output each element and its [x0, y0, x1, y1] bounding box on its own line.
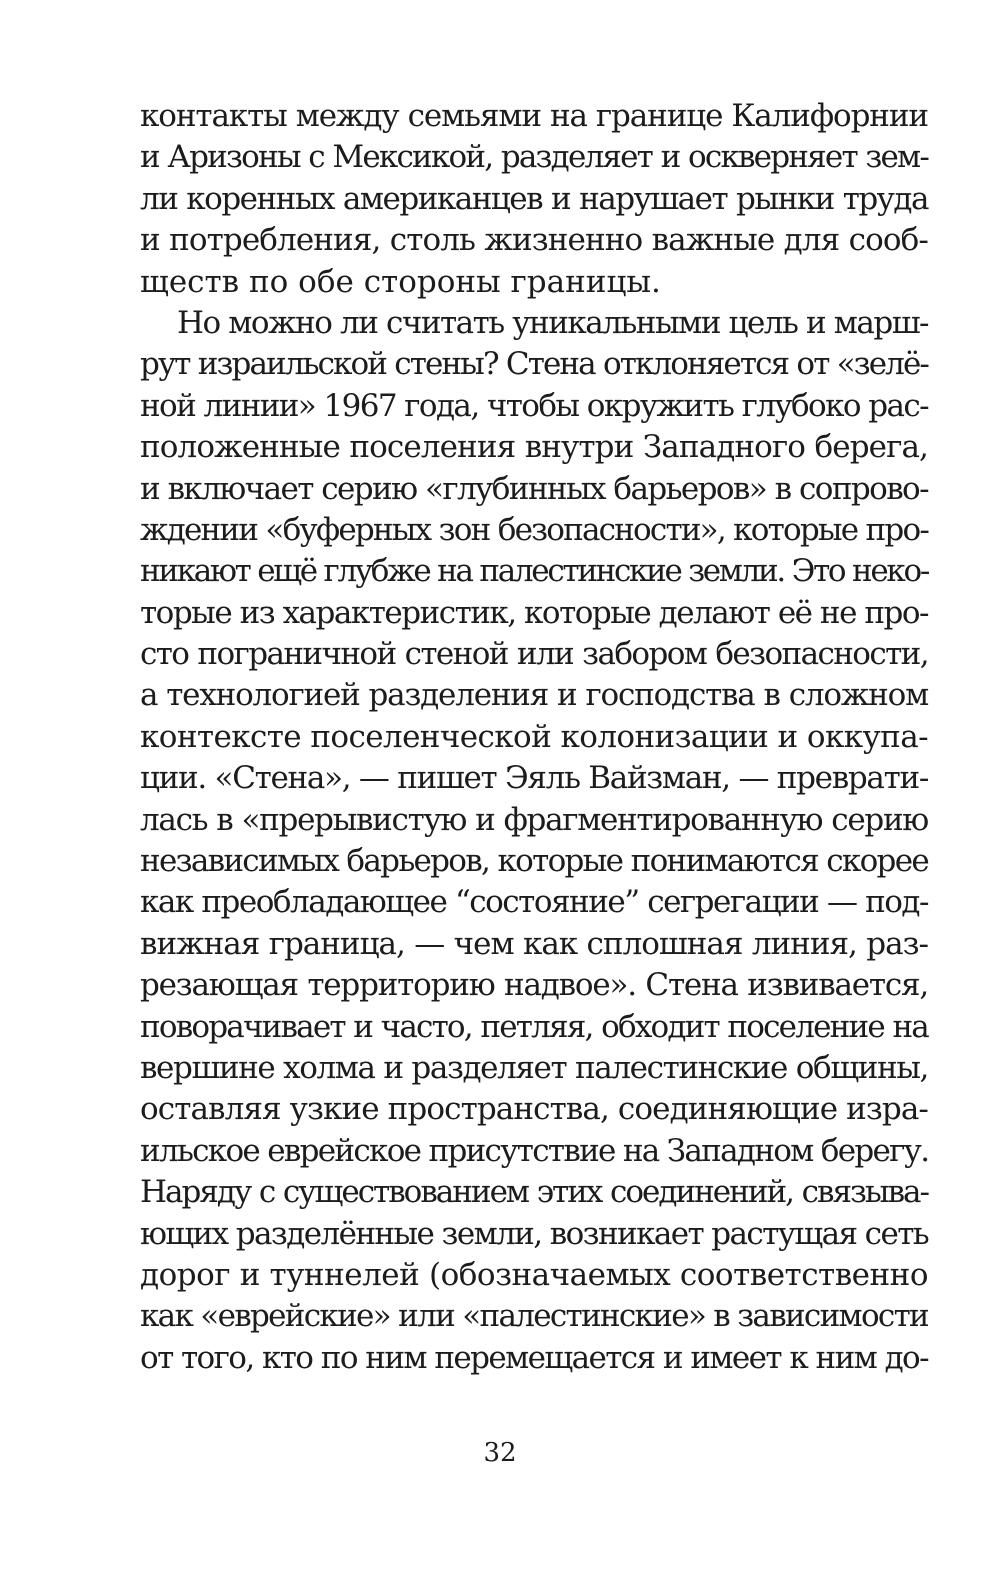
text-line: контакты между семьями на границе Калифорнии: [140, 98, 928, 134]
text-line: вершине холма и разделяет палестинские общины,: [140, 1049, 928, 1086]
text-line: лась в «прерывистую и фрагментированную серию: [140, 801, 928, 838]
text-line: ильское еврейское присутствие на Западном берегу.: [140, 1132, 929, 1169]
text-line: ции. «Стена», — пишет Эяль Вайзман, — преврати-: [140, 760, 928, 797]
text-line: и включает серию «глубинных барьеров» в сопрово-: [140, 470, 928, 507]
text-line: сто пограничной стеной или забором безопасности,: [140, 636, 928, 673]
text-line: вижная граница, — чем как сплошная линия, раз-: [140, 925, 928, 962]
text-line: и потребления, столь жизненно важные для сооб-: [140, 222, 928, 259]
text-line: торые из характеристик, которые делают её не про-: [140, 594, 928, 631]
text-line: как «еврейские» или «палестинские» в зависимости: [140, 1298, 928, 1335]
text-line: и Аризоны с Мексикой, разделяет и оскверняет зем-: [140, 139, 928, 176]
text-line: оставляя узкие пространства, соединяющие изра-: [140, 1091, 928, 1128]
text-line: поворачивает и часто, петляя, обходит поселение на: [140, 1008, 928, 1045]
page-number: 32: [483, 1438, 517, 1468]
text-line: а технологией разделения и господства в сложном: [140, 677, 928, 714]
text-line: резающая территорию надвое». Стена извивается,: [140, 967, 928, 1004]
text-line: независимых барьеров, которые понимаются скорее: [140, 843, 928, 880]
text-line: от того, кто по ним перемещается и имеет к ним до-: [140, 1339, 928, 1376]
text-line: ющих разделённые земли, возникает растущая сеть: [140, 1215, 929, 1252]
text-line: рут израильской стены? Стена отклоняется от «зелё-: [140, 346, 928, 383]
text-line: ждении «буферных зон безопасности», которые про-: [140, 511, 928, 548]
text-line: положенные поселения внутри Западного берега,: [140, 429, 928, 466]
text-line: Но можно ли считать уникальными цель и марш-: [177, 304, 928, 341]
text-line: ной линии» 1967 года, чтобы окружить глубоко рас-: [140, 387, 928, 424]
body-text: [140, 96, 928, 1379]
text-line: как преобладающее “состояние” сегрегации — под-: [140, 884, 928, 921]
text-line: Наряду с существованием этих соединений, связыва-: [140, 1174, 928, 1211]
text-line: никают ещё глубже на палестинские земли. Это неко-: [140, 553, 928, 590]
text-line: дорог и туннелей (обозначаемых соответственно: [140, 1256, 928, 1293]
text-line: контексте поселенческой колонизации и оккупа-: [140, 718, 928, 755]
text-line: ществ по обе стороны границы.: [140, 263, 661, 300]
text-line: ли коренных американцев и нарушает рынки труда: [140, 180, 928, 217]
